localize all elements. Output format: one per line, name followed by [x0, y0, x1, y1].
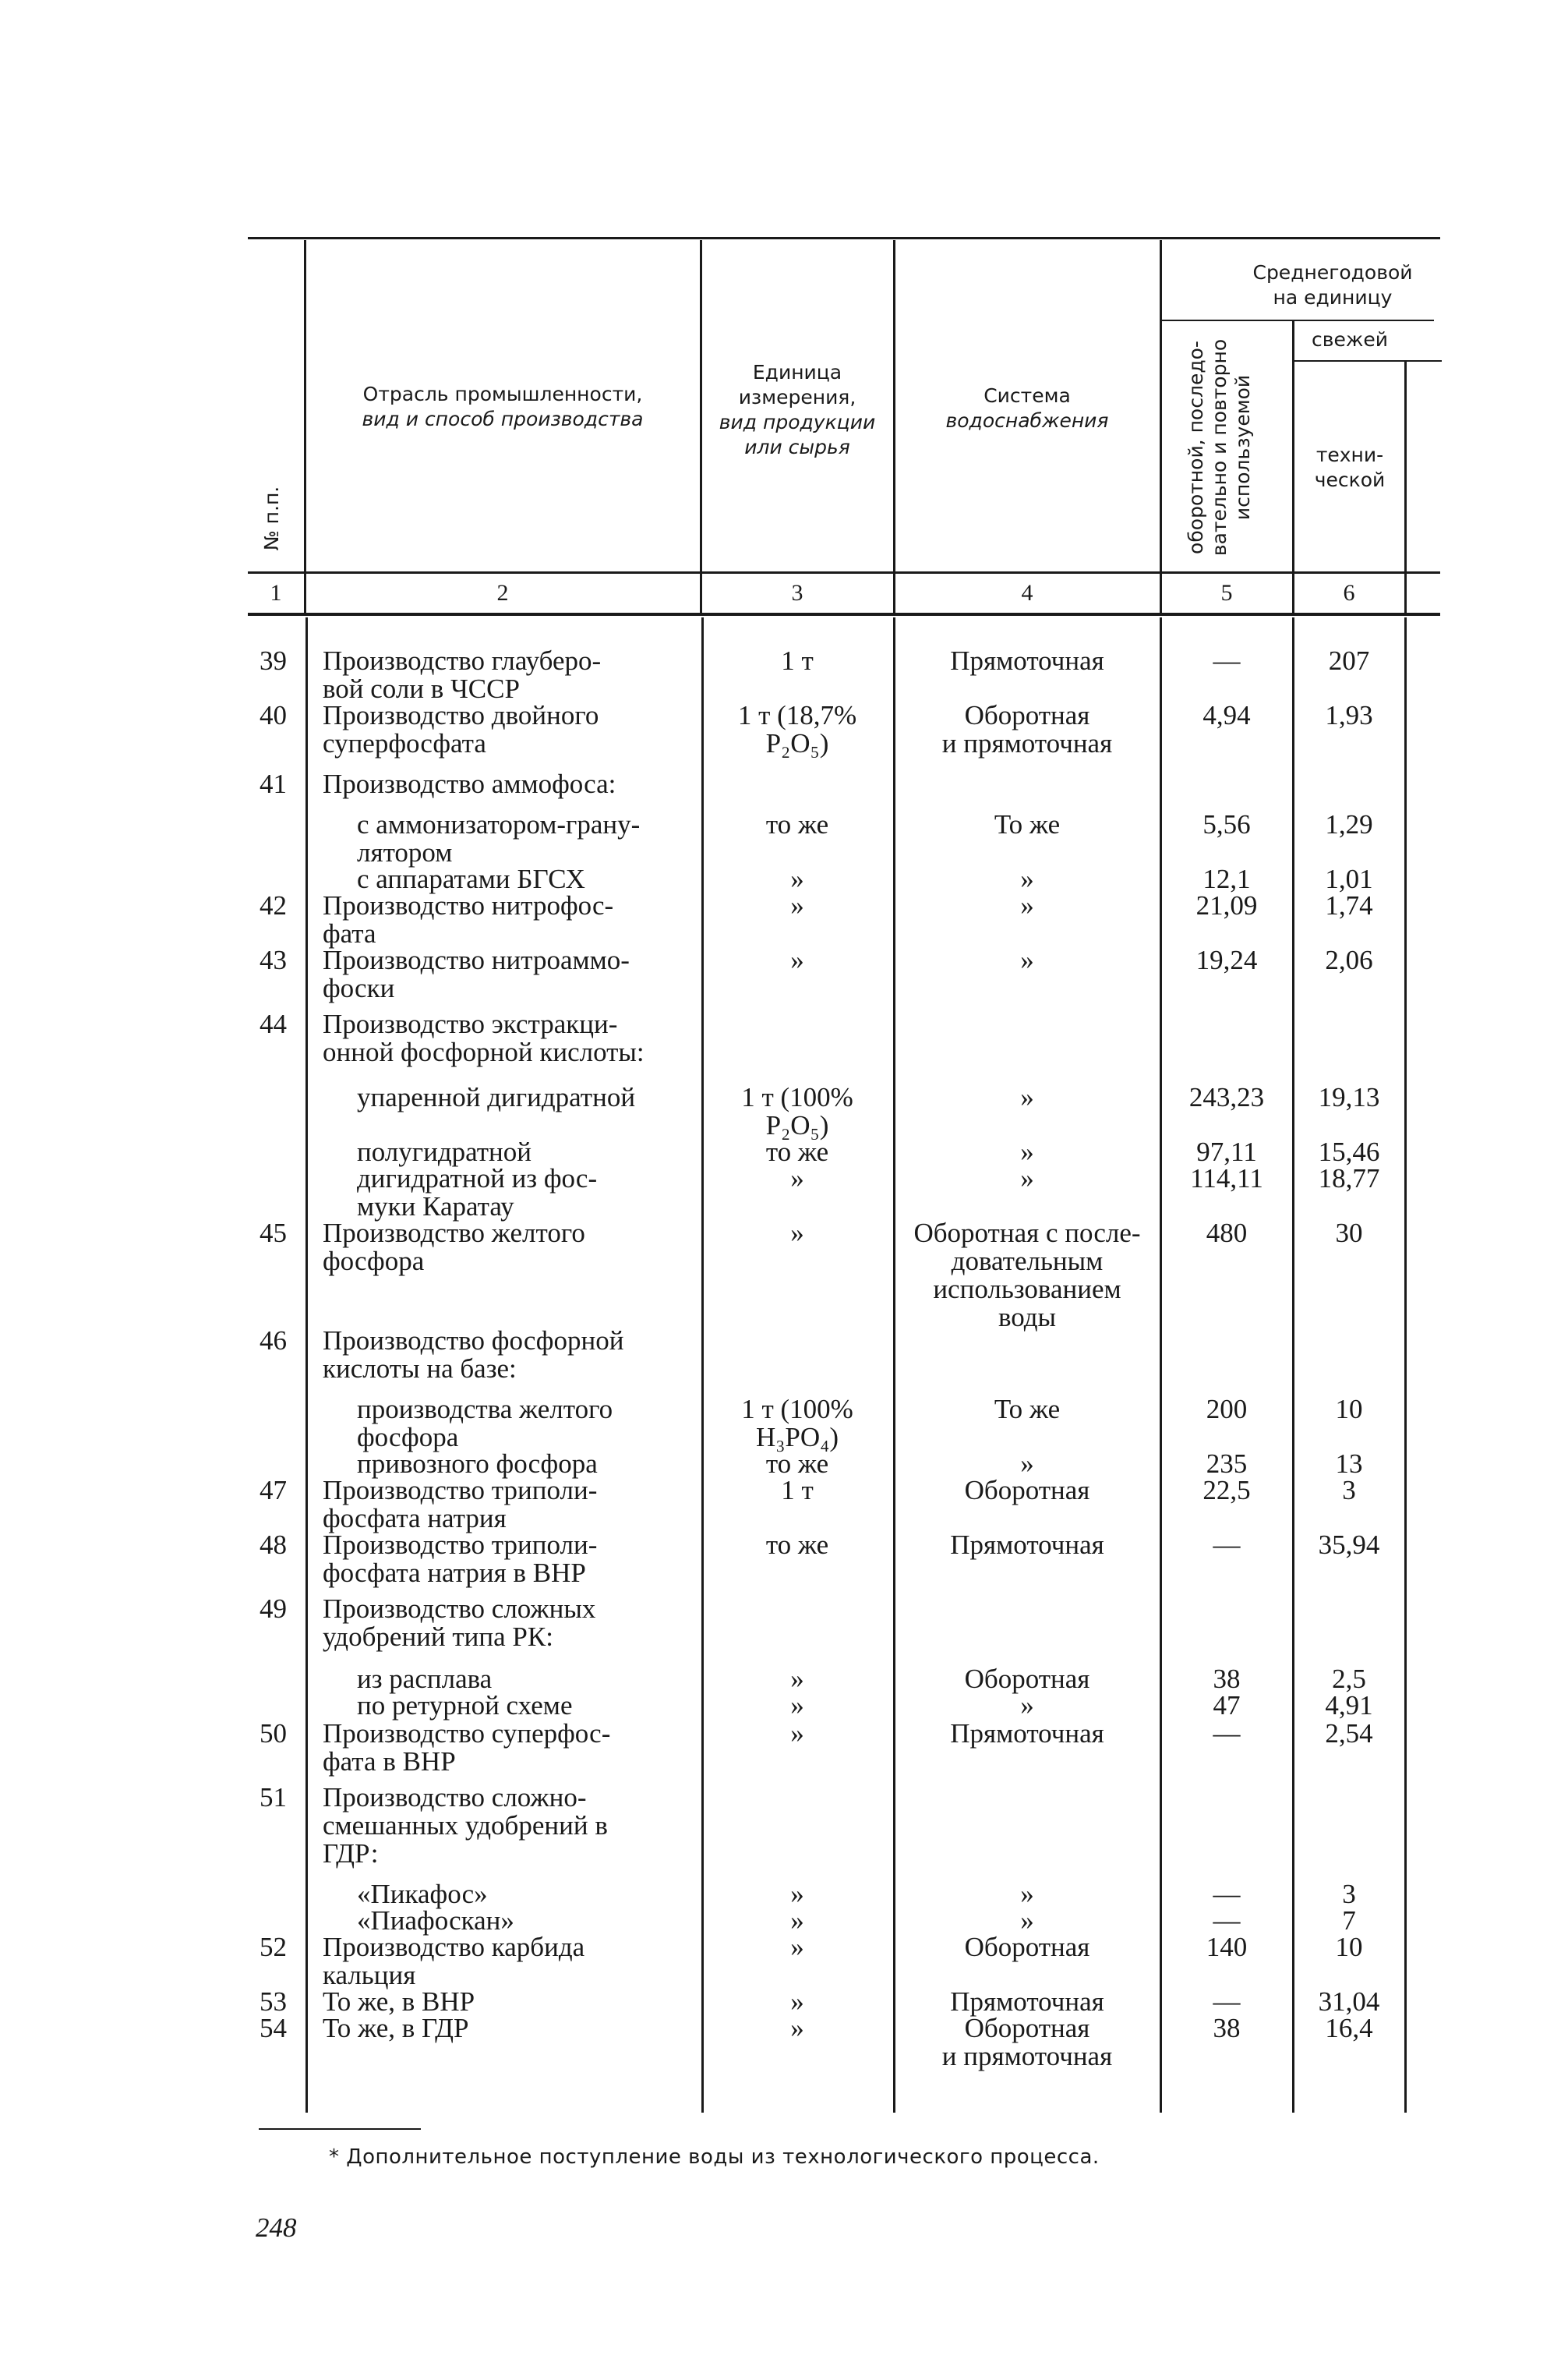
industry-name-line: фоски: [323, 973, 395, 1003]
unit-of-measure-line: »: [790, 1163, 804, 1194]
industry-name-line: суперфосфата: [323, 728, 486, 759]
industry-name-line: кислоты на базе:: [323, 1353, 517, 1384]
fresh-technical-water-value: 3: [1342, 1879, 1356, 1909]
column-number-2: 2: [496, 580, 509, 606]
water-supply-system-line: »: [1020, 1082, 1034, 1112]
column-number-6: 6: [1343, 580, 1355, 606]
header-col1: № п.п.: [260, 486, 283, 551]
industry-name: [323, 1988, 689, 2016]
unit-of-measure-line: »: [790, 1986, 804, 2017]
water-supply-system: [895, 1988, 1160, 2016]
header-col2-line2: вид и способ производства: [362, 408, 644, 430]
recycled-water-value: —: [1213, 1530, 1241, 1560]
unit-of-measure: [701, 1665, 893, 1693]
water-supply-system-line: Оборотная: [964, 700, 1090, 730]
fresh-technical-water-value: 35,94: [1318, 1530, 1380, 1560]
row-number: 47: [260, 1475, 287, 1505]
water-supply-system-line: и прямоточная: [941, 2041, 1113, 2071]
industry-name: [323, 1219, 689, 1275]
table-top-rule: [248, 237, 1440, 239]
fresh-technical-water-value: 3: [1342, 1475, 1356, 1505]
recycled-water-value: 200: [1206, 1394, 1248, 1424]
fresh-technical-water-value: 1,01: [1325, 864, 1373, 894]
water-supply-system-line: Прямоточная: [950, 645, 1104, 676]
row-number: 54: [260, 2013, 287, 2043]
water-supply-system-line: воды: [998, 1302, 1057, 1332]
industry-name: [323, 1477, 689, 1533]
industry-name-line: Производство карбида: [323, 1932, 585, 1962]
industry-name-line: вой соли в ЧССР: [323, 674, 520, 704]
unit-of-measure: [701, 811, 893, 839]
row-number: 52: [260, 1932, 287, 1962]
column-number-3: 3: [791, 580, 803, 606]
industry-name-line: муки Каратау: [357, 1191, 514, 1222]
unit-of-measure: [701, 1907, 893, 1935]
recycled-water-value: —: [1213, 1986, 1241, 2017]
recycled-water-value: 19,24: [1195, 945, 1258, 975]
unit-of-measure: [701, 702, 893, 758]
header-col5-line2: вательно и повторно: [1208, 338, 1231, 557]
unit-of-measure-line: »: [790, 1932, 804, 1962]
header-group-line1: Среднегодовой: [1252, 261, 1413, 284]
industry-name: [323, 1595, 689, 1651]
water-supply-system-line: »: [1020, 1905, 1034, 1936]
unit-of-measure-line: то же: [765, 1137, 829, 1167]
page-number: 248: [256, 2212, 297, 2243]
header-col3-line4: или сырья: [744, 436, 850, 458]
industry-name-line: удобрений типа РК:: [323, 1622, 553, 1652]
unit-of-measure: [701, 946, 893, 974]
water-supply-system-line: »: [1020, 1879, 1034, 1909]
unit-of-measure-line: »: [790, 1905, 804, 1936]
fresh-technical-water-value: 207: [1328, 645, 1370, 676]
industry-name: [323, 702, 689, 758]
fresh-technical-water-value: 13: [1335, 1448, 1363, 1479]
header-col3-line2: измерения,: [738, 386, 856, 408]
row-number: 51: [260, 1782, 287, 1813]
recycled-water-value: 235: [1206, 1448, 1248, 1479]
industry-name-line: из расплава: [357, 1664, 493, 1694]
subgroup-header-rule: [1294, 360, 1442, 362]
header-subgroup: свежей: [1311, 328, 1388, 351]
body-col-rule-1: [305, 617, 308, 2113]
header-col3: [701, 360, 893, 460]
industry-name-line: Производство сложно-: [323, 1782, 587, 1813]
water-supply-system-line: »: [1020, 1163, 1034, 1194]
header-col3-line3: вид продукции: [719, 411, 876, 433]
water-supply-system-line: »: [1020, 1690, 1034, 1721]
water-supply-system: [895, 1450, 1160, 1478]
recycled-water-value: 97,11: [1196, 1137, 1257, 1167]
industry-name-line: кальция: [323, 1960, 416, 1990]
industry-name: [323, 1531, 689, 1587]
water-supply-system-line: Прямоточная: [950, 1530, 1104, 1560]
row-number: 41: [260, 769, 287, 799]
unit-of-measure: [701, 1219, 893, 1247]
industry-name: [357, 1138, 689, 1166]
industry-name: [357, 1907, 689, 1935]
water-supply-system-line: То же: [994, 809, 1061, 840]
unit-of-measure-line: »: [790, 890, 804, 921]
industry-name-line: фосфора: [357, 1422, 459, 1452]
industry-name: [323, 647, 689, 703]
industry-name-line: фата: [323, 918, 376, 949]
industry-name-line: фата в ВНР: [323, 1746, 456, 1777]
water-supply-system: [895, 1720, 1160, 1748]
industry-name: [357, 1084, 689, 1112]
water-supply-system: [895, 1933, 1160, 1961]
water-supply-system-line: »: [1020, 945, 1034, 975]
unit-of-measure: [701, 2014, 893, 2042]
column-number-4: 4: [1021, 580, 1033, 606]
industry-name: [323, 1010, 689, 1066]
fresh-technical-water-value: 2,54: [1325, 1718, 1373, 1749]
footnote: * Дополнительное поступление воды из технологического процесса.: [329, 2145, 1100, 2169]
industry-name-line: смешанных удобрений в: [323, 1810, 608, 1841]
water-supply-system: [895, 1880, 1160, 1908]
header-col4-line1: Система: [984, 384, 1071, 407]
recycled-water-value: —: [1213, 645, 1241, 676]
water-supply-system-line: »: [1020, 864, 1034, 894]
water-supply-system-line: и прямоточная: [941, 728, 1113, 759]
industry-name-line: Производство глауберо-: [323, 645, 602, 676]
unit-of-measure-line: то же: [765, 1448, 829, 1479]
unit-of-measure-line: »: [790, 1718, 804, 1749]
row-number: 44: [260, 1009, 287, 1039]
unit-of-measure: [701, 1988, 893, 2016]
industry-name-line: фосфата натрия в ВНР: [323, 1558, 586, 1588]
fresh-technical-water-value: 15,46: [1318, 1137, 1380, 1167]
water-supply-system-line: »: [1020, 1448, 1034, 1479]
industry-name: [357, 1450, 689, 1478]
water-supply-system-line: Оборотная: [964, 2013, 1090, 2043]
fresh-technical-water-value: 2,5: [1332, 1664, 1366, 1694]
unit-of-measure-line: 1 т (18,7%: [737, 700, 857, 730]
header-col5-line1: оборотной, последо-: [1185, 341, 1207, 554]
recycled-water-value: 5,56: [1202, 809, 1251, 840]
fresh-technical-water-value: 1,93: [1325, 700, 1373, 730]
row-number: 45: [260, 1218, 287, 1248]
unit-of-measure: [701, 1084, 893, 1140]
industry-name-line: онной фосфорной кислоты:: [323, 1037, 645, 1067]
industry-name-line: ГДР:: [323, 1838, 379, 1869]
fresh-technical-water-value: 7: [1342, 1905, 1356, 1936]
header-bottom-rule: [248, 571, 1440, 574]
column-numbers-bottom-rule: [248, 613, 1440, 616]
industry-name-line: с аммонизатором-грану-: [357, 809, 641, 840]
row-number: 42: [260, 890, 287, 921]
industry-name-line: лятором: [357, 837, 453, 868]
unit-of-measure: [701, 1165, 893, 1193]
water-supply-system-line: Оборотная: [964, 1932, 1090, 1962]
industry-name-line: фосфора: [323, 1246, 425, 1276]
water-supply-system: [895, 1907, 1160, 1935]
industry-name: [323, 2014, 689, 2042]
recycled-water-value: 38: [1213, 2013, 1241, 2043]
industry-name: [357, 1880, 689, 1908]
row-number: 53: [260, 1986, 287, 2017]
header-col6-line1: техни-: [1315, 444, 1384, 466]
industry-name-line: полугидратной: [357, 1137, 532, 1167]
recycled-water-value: —: [1213, 1879, 1241, 1909]
industry-name-line: «Пиафоскан»: [357, 1905, 514, 1936]
header-col-rule-4: [1160, 240, 1162, 613]
recycled-water-value: 12,1: [1202, 864, 1251, 894]
unit-of-measure: [701, 647, 893, 675]
water-supply-system-line: Оборотная с после-: [913, 1218, 1141, 1248]
recycled-water-value: 140: [1206, 1932, 1248, 1962]
unit-of-measure-line: то же: [765, 1530, 829, 1560]
row-number: 48: [260, 1530, 287, 1560]
header-col3-line1: Единица: [752, 361, 842, 384]
water-supply-system: [895, 892, 1160, 920]
unit-of-measure: [701, 1395, 893, 1452]
industry-name: [357, 811, 689, 867]
industry-name-line: Производство сложных: [323, 1593, 596, 1624]
row-number: 43: [260, 945, 287, 975]
water-supply-system: [895, 702, 1160, 758]
fresh-technical-water-value: 10: [1335, 1394, 1363, 1424]
industry-name-line: «Пикафос»: [357, 1879, 488, 1909]
recycled-water-value: —: [1213, 1718, 1241, 1749]
water-supply-system-line: Оборотная: [964, 1475, 1090, 1505]
unit-of-measure: [701, 1692, 893, 1720]
industry-name-line: Производство двойного: [323, 700, 599, 730]
water-supply-system: [895, 647, 1160, 675]
row-number: 46: [260, 1325, 287, 1356]
recycled-water-value: 22,5: [1202, 1475, 1251, 1505]
industry-name: [323, 1784, 689, 1868]
water-supply-system-line: использованием: [933, 1274, 1121, 1304]
row-number: 40: [260, 700, 287, 730]
water-supply-system-line: Оборотная: [964, 1664, 1090, 1694]
row-number: 49: [260, 1593, 287, 1624]
unit-of-measure: [701, 1720, 893, 1748]
industry-name: [323, 1327, 689, 1383]
unit-of-measure: [701, 865, 893, 893]
water-supply-system-line: Прямоточная: [950, 1986, 1104, 2017]
recycled-water-value: 4,94: [1202, 700, 1251, 730]
fresh-technical-water-value: 2,06: [1325, 945, 1373, 975]
industry-name-line: Производство аммофоса:: [323, 769, 616, 799]
industry-name-line: Производство триполи-: [323, 1530, 598, 1560]
industry-name-line: Производство экстракци-: [323, 1009, 618, 1039]
water-supply-system-line: »: [1020, 1137, 1034, 1167]
row-number: 50: [260, 1718, 287, 1749]
industry-name-line: Производство триполи-: [323, 1475, 598, 1505]
group-header-rule: [1161, 320, 1434, 321]
industry-name-line: дигидратной из фос-: [357, 1163, 598, 1194]
unit-of-measure-line: »: [790, 1664, 804, 1694]
unit-of-measure: [701, 1933, 893, 1961]
industry-name: [323, 1933, 689, 1989]
footnote-rule: [259, 2128, 421, 2130]
header-col4: [895, 384, 1160, 433]
fresh-technical-water-value: 4,91: [1325, 1690, 1373, 1721]
unit-of-measure-line: »: [790, 864, 804, 894]
header-col2-line1: Отрасль промышленности,: [362, 383, 643, 405]
header-group-line2: на единицу: [1273, 286, 1393, 309]
header-col5-line3: используемой: [1231, 374, 1254, 521]
water-supply-system: [895, 1665, 1160, 1693]
recycled-water-value: 480: [1206, 1218, 1248, 1248]
fresh-technical-water-value: 31,04: [1318, 1986, 1380, 2017]
water-supply-system: [895, 1138, 1160, 1166]
header-col2: [305, 382, 700, 432]
industry-name: [357, 1395, 689, 1452]
water-supply-system: [895, 1531, 1160, 1559]
unit-of-measure-line: »: [790, 1690, 804, 1721]
industry-name: [357, 1665, 689, 1693]
header-col6-line2: ческой: [1314, 469, 1386, 491]
unit-of-measure-line: P₂O₅): [765, 728, 829, 759]
fresh-technical-water-value: 1,74: [1325, 890, 1373, 921]
unit-of-measure-line: »: [790, 1218, 804, 1248]
unit-of-measure: [701, 1138, 893, 1166]
fresh-technical-water-value: 18,77: [1318, 1163, 1380, 1194]
industry-name-line: Производство нитрофос-: [323, 890, 614, 921]
industry-name-line: с аппаратами БГСХ: [357, 864, 585, 894]
industry-name: [357, 1165, 689, 1221]
industry-name-line: То же, в ГДР: [323, 2013, 469, 2043]
water-supply-system: [895, 1395, 1160, 1423]
unit-of-measure-line: »: [790, 2013, 804, 2043]
water-supply-system-line: Прямоточная: [950, 1718, 1104, 1749]
recycled-water-value: 114,11: [1190, 1163, 1263, 1194]
industry-name-line: привозного фосфора: [357, 1448, 598, 1479]
fresh-technical-water-value: 10: [1335, 1932, 1363, 1962]
industry-name: [357, 865, 689, 893]
unit-of-measure-line: 1 т: [781, 1475, 814, 1505]
industry-name-line: упаренной дигидратной: [357, 1082, 636, 1112]
row-number: 39: [260, 645, 287, 676]
recycled-water-value: 21,09: [1195, 890, 1258, 921]
unit-of-measure-line: 1 т: [781, 645, 814, 676]
unit-of-measure-line: »: [790, 1879, 804, 1909]
unit-of-measure-line: то же: [765, 809, 829, 840]
unit-of-measure-line: 1 т (100%: [741, 1394, 853, 1424]
water-supply-system: [895, 1477, 1160, 1505]
unit-of-measure: [701, 892, 893, 920]
unit-of-measure: [701, 1477, 893, 1505]
water-supply-system-line: То же: [994, 1394, 1061, 1424]
water-supply-system: [895, 1219, 1160, 1332]
header-col-rule-6: [1404, 362, 1407, 613]
industry-name: [323, 946, 689, 1003]
fresh-technical-water-value: 19,13: [1318, 1082, 1380, 1112]
header-group: [1216, 260, 1450, 310]
water-supply-system: [895, 865, 1160, 893]
industry-name-line: Производство желтого: [323, 1218, 585, 1248]
column-number-5: 5: [1220, 580, 1233, 606]
unit-of-measure-line: P₂O₅): [765, 1110, 829, 1141]
fresh-technical-water-value: 16,4: [1325, 2013, 1373, 2043]
recycled-water-value: 243,23: [1188, 1082, 1265, 1112]
recycled-water-value: 47: [1213, 1690, 1241, 1721]
industry-name-line: по ретурной схеме: [357, 1690, 573, 1721]
water-supply-system-line: довательным: [951, 1246, 1104, 1276]
industry-name: [323, 770, 689, 798]
water-supply-system: [895, 946, 1160, 974]
body-col-rule-6: [1404, 617, 1407, 2113]
header-col4-line2: водоснабжения: [945, 409, 1109, 432]
water-supply-system: [895, 1084, 1160, 1112]
recycled-water-value: —: [1213, 1905, 1241, 1936]
industry-name-line: Производство суперфос-: [323, 1718, 611, 1749]
water-supply-system: [895, 811, 1160, 839]
industry-name: [323, 892, 689, 948]
recycled-water-value: 38: [1213, 1664, 1241, 1694]
unit-of-measure: [701, 1531, 893, 1559]
fresh-technical-water-value: 30: [1335, 1218, 1363, 1248]
fresh-technical-water-value: 1,29: [1325, 809, 1373, 840]
unit-of-measure-line: »: [790, 945, 804, 975]
industry-name-line: Производство нитроаммо-: [323, 945, 630, 975]
water-supply-system-line: »: [1020, 890, 1034, 921]
unit-of-measure-line: 1 т (100%: [741, 1082, 853, 1112]
industry-name-line: фосфата натрия: [323, 1503, 507, 1533]
water-supply-system: [895, 1165, 1160, 1193]
column-number-1: 1: [270, 580, 282, 606]
industry-name: [357, 1692, 689, 1720]
header-col6: [1295, 443, 1404, 493]
header-col-rule-5: [1292, 321, 1294, 613]
industry-name: [323, 1720, 689, 1776]
industry-name-line: Производство фосфорной: [323, 1325, 624, 1356]
unit-of-measure: [701, 1880, 893, 1908]
water-supply-system: [895, 1692, 1160, 1720]
unit-of-measure: [701, 1450, 893, 1478]
industry-name-line: производства желтого: [357, 1394, 613, 1424]
header-col5: [1185, 331, 1255, 564]
water-supply-system: [895, 2014, 1160, 2071]
unit-of-measure-line: H₃PO₄): [755, 1422, 839, 1452]
industry-name-line: То же, в ВНР: [323, 1986, 475, 2017]
